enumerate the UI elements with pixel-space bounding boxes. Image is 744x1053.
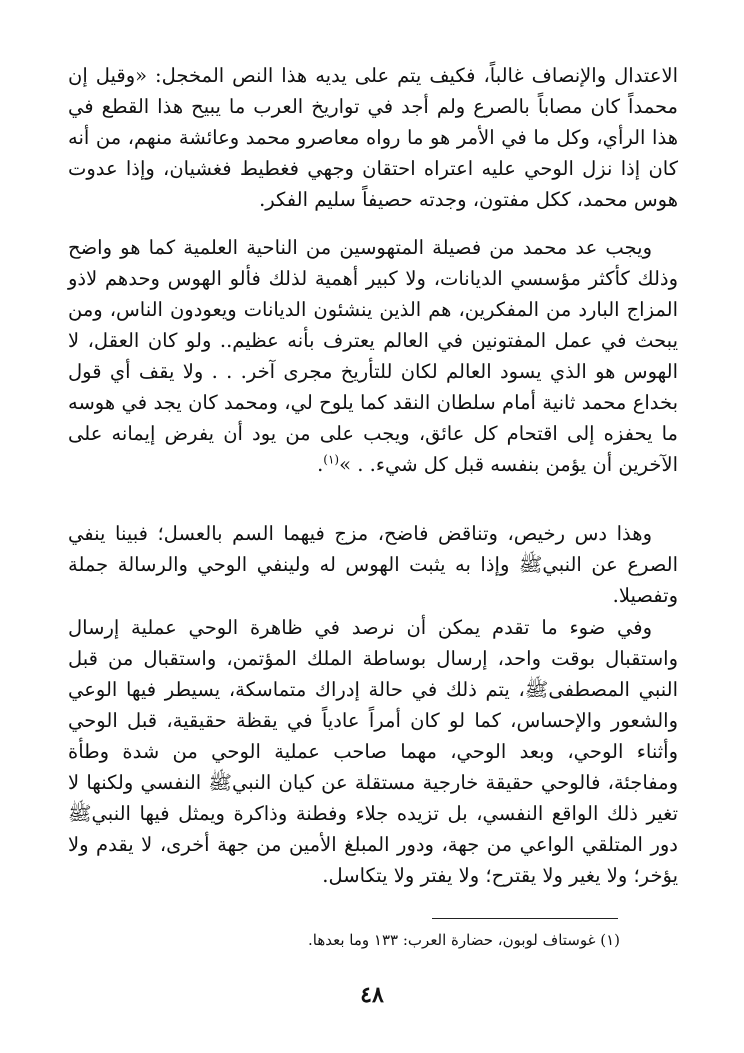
footnote-reference[interactable]: (١) xyxy=(323,452,340,467)
paragraph-text: وفي ضوء ما تقدم يمكن أن نرصد في ظاهرة الوحي عملية إرسال واستقبال بوقت واحد، إرسال بوساطة الملك المؤتمن، واستقبال من قبل النبي المصطفىﷺ، يتم ذلك في حالة إدراك متماسكة، يسيطر فيها الوعي والشعور والإحساس، كما لو كان أمراً عادياً في يقظة حقيقية، قبل الوحي وأثناء الوحي، وبعد الوحي، مهما صاحب عملية الوحي من شدة وطأة ومفاجئة، فالوحي حقيقة خارجية مستقلة عن كيان النبيﷺ النفسي ولكنها لا تغير ذلك الواقع النفسي، بل تزيده جلاء وفطنة وذاكرة ويمثل فيها النبيﷺ دور المتلقي الواعي من جهة، ودور المبلغ الأمين من جهة أخرى، لا يقدم ولا يؤخر؛ ولا يغير ولا يقترح؛ ولا يفتر ولا يتكاسل. xyxy=(68,616,678,887)
paragraph-text: وهذا دس رخيص، وتناقض فاضح، مزج فيهما السم بالعسل؛ فبينا ينفي الصرع عن النبيﷺ وإذا به يثبت الهوس له ولينفي الوحي والرسالة جملة وتفصيلا. xyxy=(68,522,678,607)
paragraph-end-punctuation: . xyxy=(317,453,324,476)
paragraph-text: الاعتدال والإنصاف غالباً، فكيف يتم على يديه هذا النص المخجل: «وقيل إن محمداً كان مصاباً بالصرع ولم أجد في تواريخ العرب ما يبيح هذا القطع في هذا الرأي، وكل ما في الأمر هو ما رواه معاصرو محمد وعائشة منهم، من أنه كان إذا نزل الوحي عليه اعتراه احتقان وجهي فغطيط فغشيان، وإذا عدوت هوس محمد، ككل مفتون، وجدته حصيفاً سليم الفكر. xyxy=(68,64,678,211)
paragraph-quote-continuation xyxy=(68,60,678,215)
footnote: (١) غوستاف لوبون، حضارة العرب: ١٣٣ وما بعدها. xyxy=(308,931,620,949)
paragraph-conclusion xyxy=(68,612,678,891)
paragraph-commentary xyxy=(68,518,678,611)
paragraph-quote-body xyxy=(68,232,678,480)
footnote-divider xyxy=(432,918,618,919)
paragraph-text-content: ويجب عد محمد من فصيلة المتهوسين من الناحية العلمية كما هو واضح وذلك كأكثر مؤسسي الديانات، ولا كبير أهمية لذلك فألو الهوس وحدهم لاذو المزاج البارد من المفكرين، هم الذين ينشئون الديانات ويعودون الناس، ومن يبحث في عمل المفتونين في العالم يعترف بأنه عظيم.. ولو كان العقل، لا الهوس هو الذي يسود العالم لكان للتأريخ مجرى آخر. . . ولا يقف أي قول بخداع محمد ثانية أمام سلطان النقد كما يلوح لي، ومحمد كان يجد في هوسه ما يحفزه إلى اقتحام كل عائق، ويجب على من يود أن يفرض إيمانه على الآخرين أن يؤمن بنفسه قبل كل شيء. . » xyxy=(68,236,678,476)
page-number: ٤٨ xyxy=(360,982,384,1008)
paragraph-text xyxy=(68,232,678,480)
